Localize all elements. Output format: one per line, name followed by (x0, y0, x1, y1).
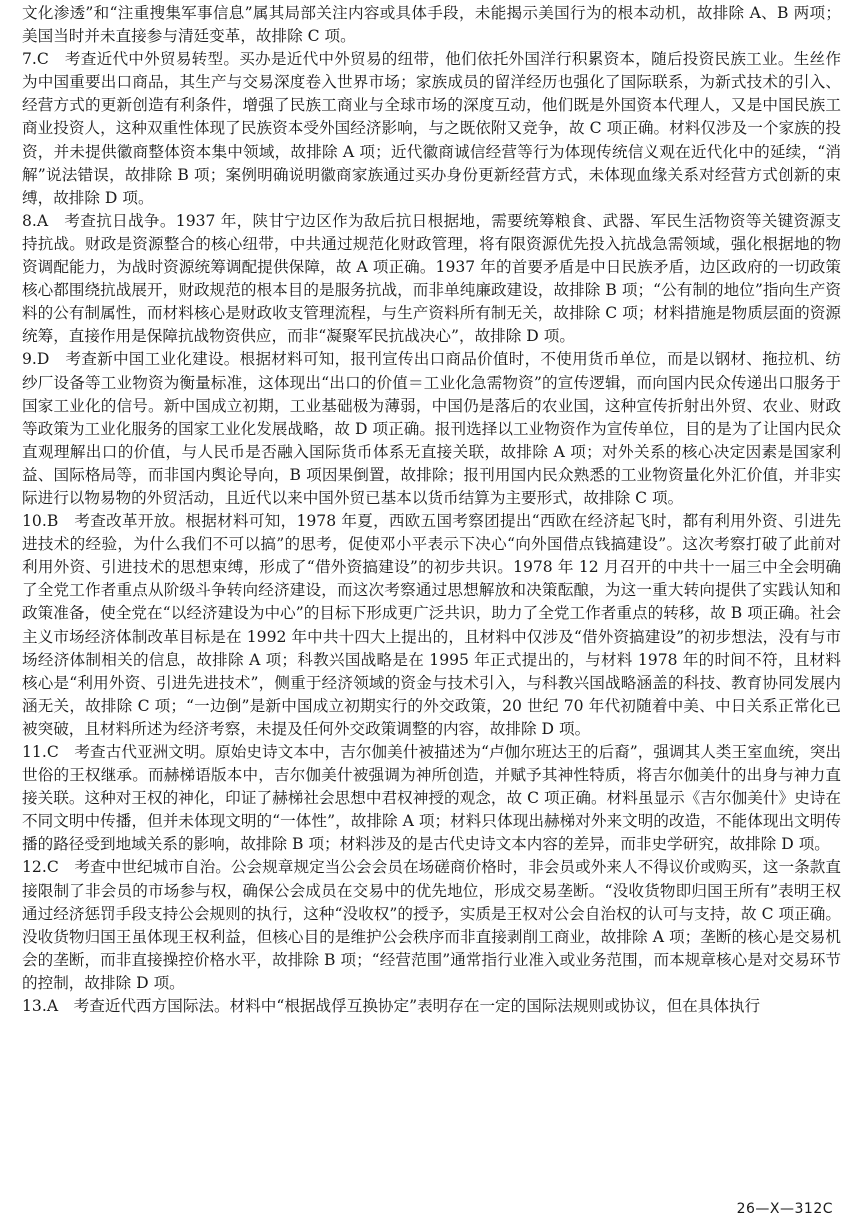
item-text: C 考查古代亚洲文明。原始史诗文本中，吉尔伽美什被描述为“卢伽尔班达王的后裔”，强调其人类王室血统，突出世俗的王权继承。而赫梯语版本中，吉尔伽美什被强调为神所创造，并赋予其神性特质，将吉尔伽美什的出身与神力直接关联。这种对王权的神化，印证了赫梯社会思想中君权神授的观念，故 C 项正确。材料虽显示《吉尔伽美什》史诗在不同文明中传播，但并未体现文明的“一体性”，故排除 A 项；材料只体现出赫梯对外来文明的改造，不能体现出文明传播的路径受到地域关系的影响，故排除 B 项；材料涉及的是古代史诗文本内容的差异，而非史学研究，故排除 D 项。 (22, 743, 841, 854)
item-text: A 考查近代西方国际法。材料中“根据战俘互换协定”表明存在一定的国际法规则或协议，但在具体执行 (46, 997, 761, 1016)
item-number: 7. (22, 50, 37, 69)
item-number: 9. (22, 350, 37, 369)
item-number: 8. (22, 211, 37, 230)
answer-item-11 (22, 741, 841, 856)
answer-item-10 (22, 510, 841, 741)
item-text: C 考查近代中外贸易转型。买办是近代中外贸易的纽带，他们依托外国洋行积累资本，随后投资民族工业。生丝作为中国重要出口商品，其生产与交易深度卷入世界市场；家族成员的留洋经历也强化了国际联系，为新式技术的引入、经营方式的更新创造有利条件，增强了民族工商业与全球市场的深度互动，他们既是外国资本代理人，又是中国民族工商业投资人，这种双重性体现了民族资本受外国经济影响，与之既依附又竞争，故 C 项正确。材料仅涉及一个家族的投资，并未提供徽商整体资本集中领域，故排除 A 项；近代徽商诚信经营等行为体现传统信义观在近代化中的延续，“消解”说法错误，故排除 B 项；案例明确说明徽商家族通过买办身份更新经营方式，未体现血缘关系对经营方式创新的束缚，故排除 D 项。 (22, 50, 841, 207)
page-code: 26—X—312C (736, 1201, 833, 1217)
item-text: C 考查中世纪城市自治。公会规章规定当公会会员在场磋商价格时，非会员或外来人不得议价或购买，这一条款直接限制了非会员的市场参与权，确保公会成员在交易中的优先地位，形成交易垄断。“没收货物即归国王所有”表明王权通过经济惩罚手段支持公会规则的执行，这种“没收权”的授予，实质是王权对公会自治权的认可与支持，故 C 项正确。没收货物归国王虽体现王权利益，但核心目的是维护公会秩序而非直接剥削工商业，故排除 A 项；垄断的核心是交易机会的垄断，而非直接操控价格水平，故排除 B 项；“经营范围”通常指行业准入或业务范围，而本规章核心是对交易环节的控制，故排除 D 项。 (22, 858, 841, 992)
item-text: D 考查新中国工业化建设。根据材料可知，报刊宣传出口商品价值时，不使用货币单位，而是以钢材、拖拉机、纺纱厂设备等工业物资为衡量标准，这体现出“出口的价值＝工业化急需物资”的宣传逻辑，而向国内民众传递出口服务于国家工业化的信号。新中国成立初期，工业基础极为薄弱，中国仍是落后的农业国，这种宣传折射出外贸、农业、财政等政策为工业化服务的国家工业化发展战略，故 D 项正确。报刊选择以工业物资作为宣传单位，目的是为了让国内民众直观理解出口的价值，与人民币是否融入国际货币体系无直接关联，故排除 A 项；对外关系的核心决定因素是国家利益、国际格局等，而非国内舆论导向，B 项因果倒置，故排除；报刊用国内民众熟悉的工业物资量化外汇价值，并非实际进行以物易物的外贸活动，且近代以来中国外贸已基本以货币结算为主要形式，故排除 C 项。 (22, 350, 841, 507)
item-number: 10. (22, 512, 47, 531)
answer-item-9 (22, 348, 841, 510)
item-number: 11. (22, 743, 47, 761)
answer-item-13 (22, 995, 841, 1018)
answer-item-12 (22, 856, 841, 995)
item-text: A 考查抗日战争。1937 年，陕甘宁边区作为敌后抗日根据地，需要统筹粮食、武器、军民生活物资等关键资源支持抗战。财政是资源整合的核心纽带，中共通过规范化财政管理，将有限资源优先投入抗战急需领域，强化根据地的物资调配能力，为战时资源统筹调配提供保障，故 A 项正确。1937 年的首要矛盾是中日民族矛盾，边区政府的一切政策核心都围绕抗战展开，财政规范的根本目的是服务抗战，而非单纯廉政建设，故排除 B 项；“公有制的地位”指向生产资料的公有制属性，而材料核心是财政收支管理流程，与生产资料所有制无关，故排除 C 项；材料措施是物质层面的资源统筹，直接作用是保障抗战物资供应，而非“凝聚军民抗战决心”，故排除 D 项。 (22, 211, 841, 346)
continuation-paragraph: 文化渗透”和“注重搜集军事信息”属其局部关注内容或具体手段，未能揭示美国行为的根本动机，故排除 A、B 两项；美国当时并未直接参与清廷变革，故排除 C 项。 (22, 4, 841, 46)
answer-item-7 (22, 48, 841, 210)
item-number: 13. (22, 997, 47, 1016)
item-text: B 考查改革开放。根据材料可知，1978 年夏，西欧五国考察团提出“西欧在经济起飞时，都有利用外资、引进先进技术的经验，为什么我们不可以搞”的思考，促使邓小平表示下决心“向外国借点钱搞建设”。这次考察打破了此前对利用外资、引进技术的思想束缚，形成了“借外资搞建设”的初步共识。1978 年 12 月召开的中共十一届三中全会明确了全党工作者重点从阶级斗争转向经济建设，而这次考察通过思想解放和决策酝酿，为这一重大转向提供了实践认知和政策准备，使全党在“以经济建设为中心”的目标下形成更广泛共识，助力了全党工作者重点的转移，故 B 项正确。社会主义市场经济体制改革目标是在 1992 年中共十四大上提出的，且材料中仅涉及“借外资搞建设”的初步想法，没有与市场经济体制相关的信息，故排除 A 项；科教兴国战略是在 1995 年正式提出的，与材料 1978 年的时间不符，且材料核心是“利用外资、引进先进技术”，侧重于经济领域的资金与技术引入，与科教兴国战略涵盖的科技、教育协同发展内涵无关，故排除 C 项；“一边倒”是新中国成立初期实行的外交政策，20 世纪 70 年代初随着中美、中日关系正常化已被突破，且材料所述为经济考察，未提及任何外交政策调整的内容，故排除 D 项。 (22, 512, 841, 738)
item-number: 12. (22, 858, 47, 877)
answer-item-8 (22, 210, 841, 349)
